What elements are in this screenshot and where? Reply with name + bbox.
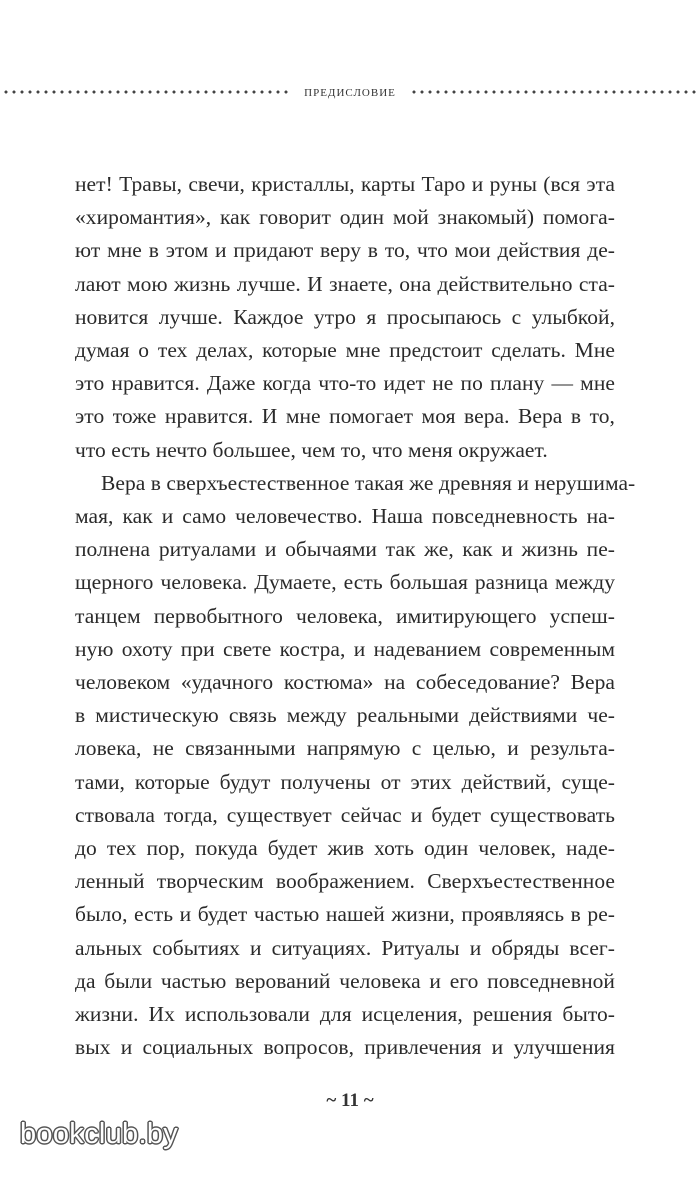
- text-line: ют мне в этом и придают веру в то, что мои действия де-: [75, 238, 615, 263]
- text-line: «хиромантия», как говорит один мой знакомый) помога-: [75, 205, 615, 230]
- watermark-logo: bookclub.by: [20, 1118, 179, 1150]
- text-line: жизни. Их использовали для исцеления, решения быто-: [75, 1002, 615, 1027]
- text-line: нет! Травы, свечи, кристаллы, карты Таро и руны (вся эта: [75, 172, 615, 196]
- text-line: тами, которые будут получены от этих действий, суще-: [75, 769, 615, 794]
- text-line: это тоже нравится. И мне помогает моя вера. Вера в то,: [75, 404, 615, 429]
- text-line: альных событиях и ситуациях. Ритуалы и обряды всег-: [75, 935, 615, 960]
- text-line: это нравится. Даже когда что-то идет не по плану — мне: [75, 371, 615, 396]
- text-line: мая, как и само человечество. Наша повседневность на-: [75, 504, 615, 529]
- text-line: полнена ритуалами и обычаями так же, как и жизнь пе-: [75, 537, 615, 562]
- header-dotted-rule-left: [2, 90, 290, 94]
- header-dotted-rule-right: [410, 90, 698, 94]
- text-line: лают мою жизнь лучше. И знаете, она действительно ста-: [75, 271, 615, 296]
- text-line: в мистическую связь между реальными действиями че-: [75, 703, 615, 728]
- running-header: [0, 80, 700, 104]
- page-number: ~ 11 ~: [326, 1090, 374, 1111]
- text-line: человеком «удачного костюма» на собеседование? Вера: [75, 670, 615, 695]
- text-line: ловека, не связанными напрямую с целью, и результа-: [75, 736, 615, 761]
- text-line: щерного человека. Думаете, есть большая разница между: [75, 570, 615, 595]
- text-line: было, есть и будет частью нашей жизни, проявляясь в ре-: [75, 902, 615, 927]
- text-line: Вера в сверхъестественное такая же древняя и нерушима-: [101, 470, 636, 495]
- text-line: ствовала тогда, существует сейчас и будет существовать: [75, 802, 615, 827]
- text-line: новится лучше. Каждое утро я просыпаюсь с улыбкой,: [75, 304, 615, 329]
- text-line: думая о тех делах, которые мне предстоит сделать. Мне: [75, 338, 615, 363]
- running-title: предисловие: [304, 83, 396, 100]
- text-line: вых и социальных вопросов, привлечения и улучшения: [75, 1035, 615, 1060]
- text-line: что есть нечто большее, чем то, что меня окружает.: [75, 437, 548, 462]
- text-line: ленный творческим воображением. Сверхъестественное: [75, 869, 615, 894]
- text-line: танцем первобытного человека, имитирующего успеш-: [75, 603, 615, 628]
- text-line: да были частью верований человека и его повседневной: [75, 968, 615, 993]
- text-line: до тех пор, покуда будет жив хоть один человек, наде-: [75, 836, 615, 861]
- text-line: ную охоту при свете костра, и надеванием современным: [75, 636, 615, 661]
- body-text: [75, 168, 636, 1064]
